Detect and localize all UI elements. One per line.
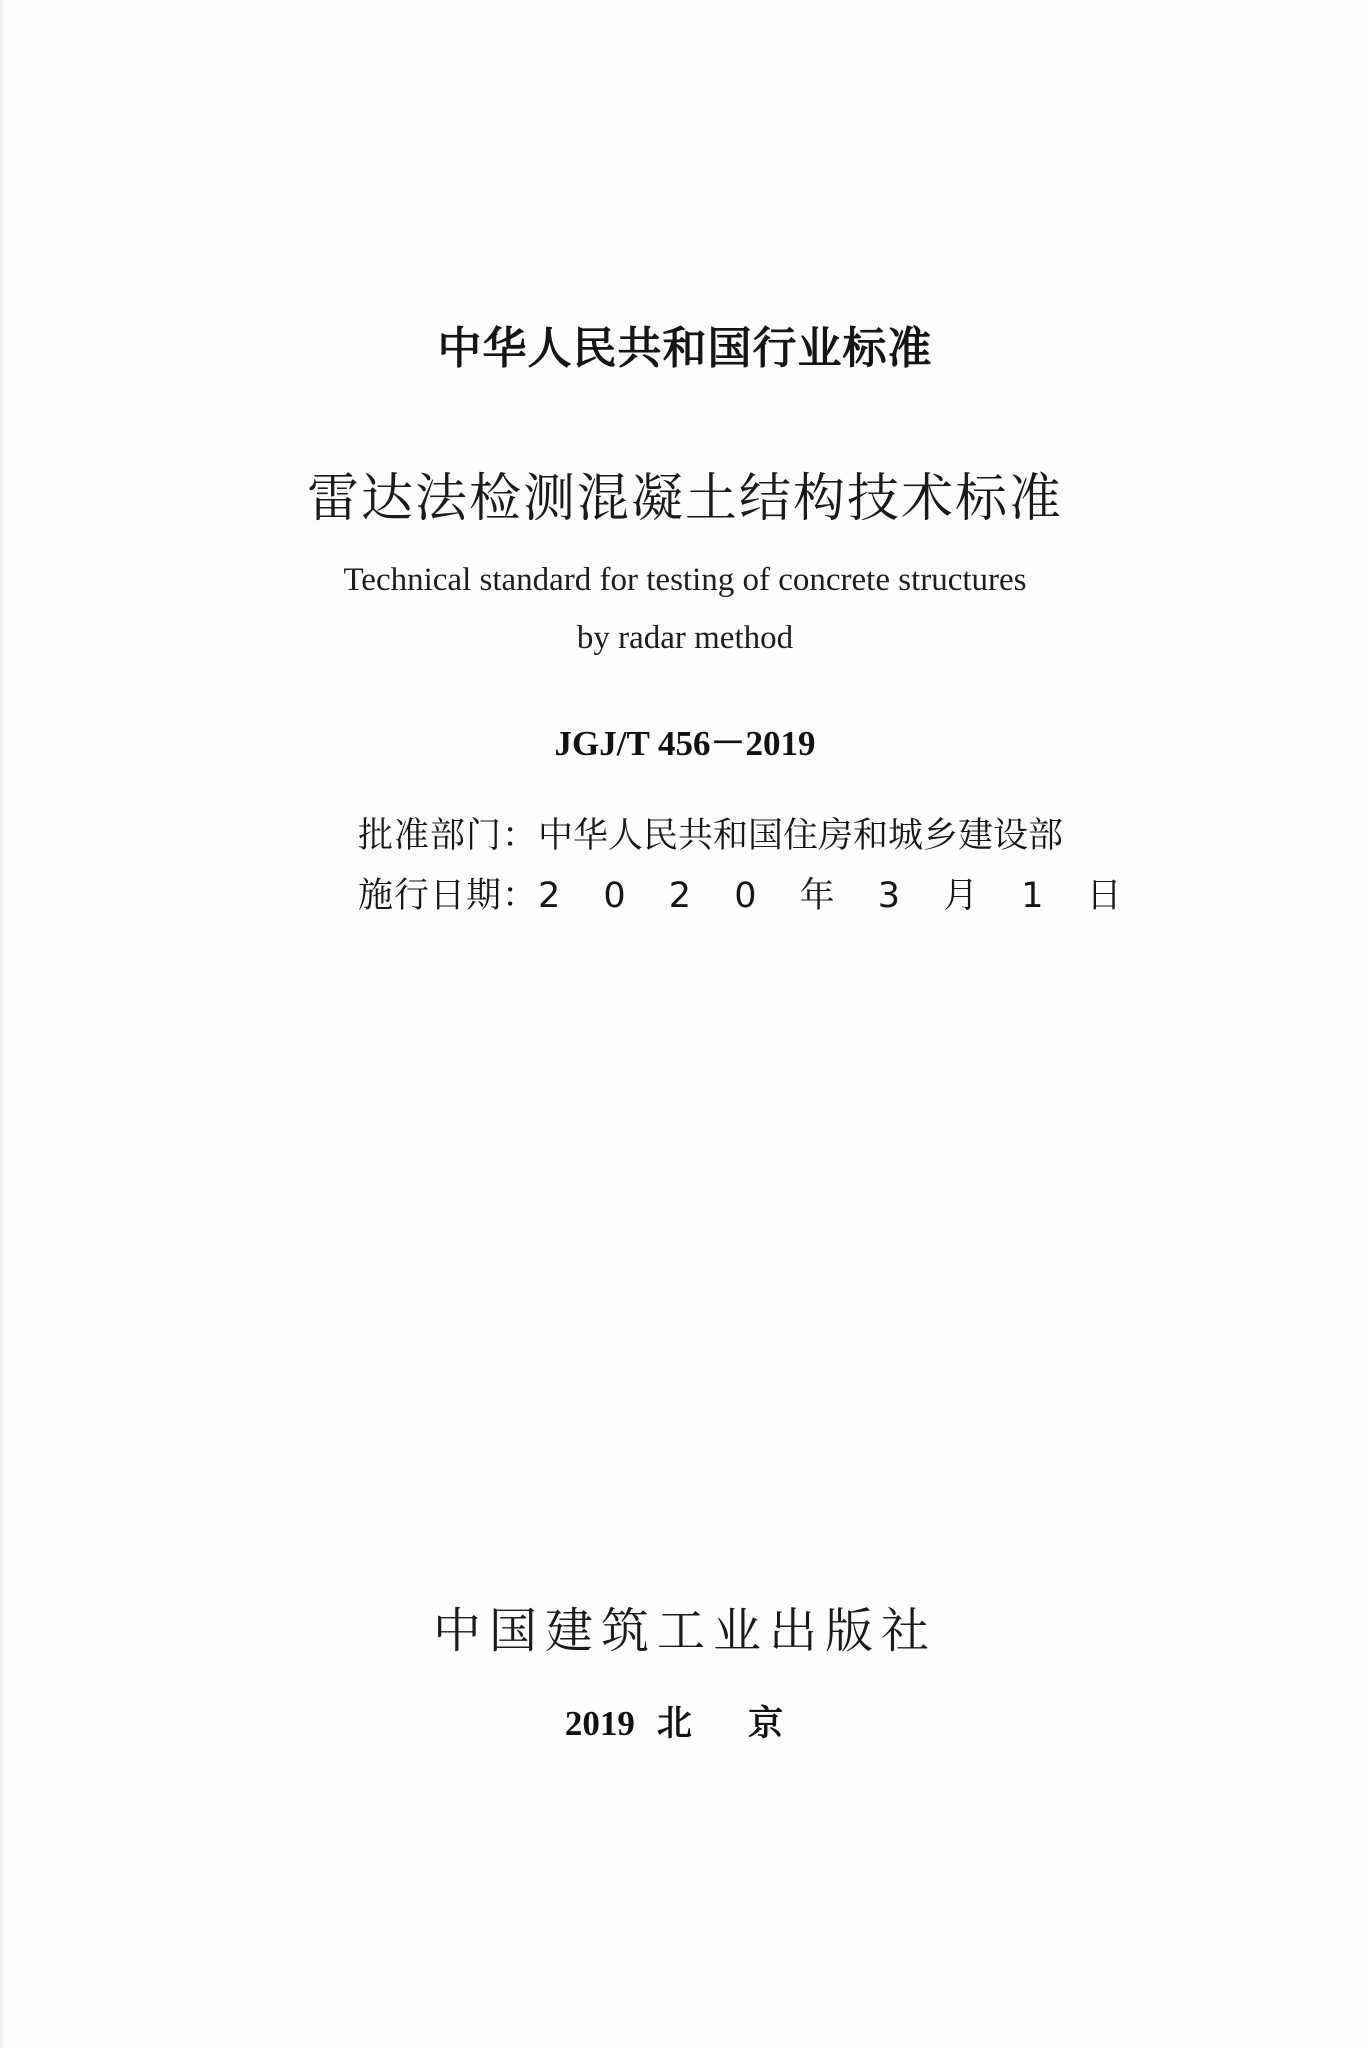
publication-year-place xyxy=(0,1696,1370,1746)
effective-value: 2 0 2 0 年 3 月 1 日 xyxy=(538,876,1138,916)
effective-date-row xyxy=(358,868,1138,918)
standard-code: JGJ/T 456－2019 xyxy=(554,724,816,763)
publisher-name: 中国建筑工业出版社 xyxy=(432,1603,937,1659)
publication-year: 2019 xyxy=(564,1704,635,1743)
english-title-line-1: Technical standard for testing of concrete structures xyxy=(343,562,1027,598)
effective-label: 施行日期： xyxy=(358,876,539,916)
approval-value: 中华人民共和国住房和城乡建设部 xyxy=(538,816,1064,856)
english-title-line-2: by radar method xyxy=(576,620,794,656)
approval-department-row xyxy=(358,808,1078,858)
chinese-title: 雷达法检测混凝土结构技术标准 xyxy=(306,469,1063,529)
approval-label: 批准部门： xyxy=(358,816,539,856)
publication-city: 北 京 xyxy=(656,1704,806,1744)
standard-series-heading: 中华人民共和国行业标准 xyxy=(437,323,933,374)
